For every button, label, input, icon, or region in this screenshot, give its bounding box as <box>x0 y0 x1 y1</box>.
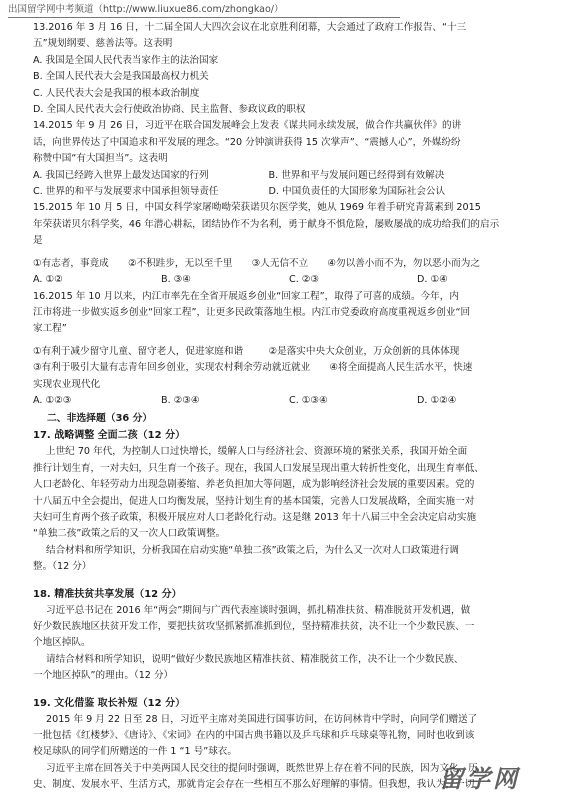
q16-item-1: ①有利于减少留守儿童、留守老人，促进家庭和谐 <box>33 345 244 357</box>
q19-para-line1: 2015 年 9 月 22 日至 28 日，习近平主席对美国进行国事访问，在访问林肯中学时，向同学们赠送了 <box>46 713 478 725</box>
q16-option-b: B. ②③④ <box>161 394 200 406</box>
q17-para-line6: “单独二孩”政策之后的又一次人口政策调整。 <box>33 528 226 540</box>
q15-stem-line3: 是 <box>33 235 43 247</box>
q16-options <box>33 393 545 409</box>
q14-options-row2 <box>33 184 545 200</box>
q19-para-line2: 一批包括《红楼梦》、《唐诗》、《宋词》在内的中国古典书籍以及乒乓球和乒乓球桌等礼物，同时也收到该 <box>33 730 475 742</box>
exam-page <box>33 20 545 794</box>
q18-question-line1: 请结合材料和所学知识，说明“做好少数民族地区精准扶贫、精准脱贫工作，决不让一个少数民族、 <box>46 653 464 665</box>
q19-para-line3: 校足球队的同学们所赠送的一件 1 “1 号”球衣。 <box>33 746 237 758</box>
q15-items: ①有志者，事竟成 ②不积跬步，无以至千里 ③人无信不立 ④勿以善小而不为，勿以恶小而为之 <box>33 257 480 269</box>
q17-question-line2: 整。（12 分） <box>33 561 92 573</box>
q14-option-d: D. 中国负责任的大国形象为国际社会公认 <box>268 186 446 198</box>
q16-stem-line2: 江市将进一步做实返乡创业“回家工程”，让更多民政策落地生根。内江市党委政府高度重视返乡创业“回 <box>33 306 471 318</box>
site-watermark-logo: 留学网 <box>439 765 520 793</box>
q14-stem-line1: 14.2015 年 9 月 26 日，习近平在联合国发展峰会上发表《谋共同永续发展，做合作共赢伙伴》的讲 <box>33 120 462 132</box>
q17-para-line2: 推行计划生育，一对夫妇，只生育一个孩子。现在，我国人口发展呈现出重大转折性变化，出现生育率低、 <box>33 462 484 474</box>
q17-title: 17. 战略调整 全面二孩（12 分） <box>33 430 186 442</box>
q16-item-4: ④将全面提高人民生活水平，快速 <box>329 362 473 374</box>
q15-option-d: D. ①④ <box>417 274 448 286</box>
q18-title: 18. 精准扶贫共享发展（12 分） <box>33 588 182 600</box>
q13-option-a: A. 我国是全国人民代表当家作主的法治国家 <box>33 54 219 66</box>
q16-item-3: ③有利于吸引大量有志青年回乡创业，实现农村剩余劳动就近就业 <box>33 362 311 374</box>
q17-question-line1: 结合材料和所学知识，分析我国在启动实施“单独二孩”政策之后，为什么又一次对人口政策进行调 <box>46 544 459 556</box>
q18-para-line3: 个地区掉队。 <box>33 637 91 649</box>
q16-stem-line3: 家工程” <box>33 323 67 335</box>
q18-question-line2: 一个地区掉队”的理由。（12 分） <box>33 670 174 682</box>
q14-options-row1 <box>33 168 545 184</box>
q15-stem-line2: 年荣获诺贝尔科学奖，46 年潜心耕耘，团结协作不为名利，勇于献身不惧危险，屡败屡战的成功给我们的启示 <box>33 218 500 230</box>
q17-para-line5: 夫妇可生育两个孩子政策，积极开展应对人口老龄化行动。这是继 2013 年十八届三中全会决定启动实施 <box>33 511 477 523</box>
q15-stem-line1: 15.2015 年 10 月 5 日，中国女科学家屠呦呦荣获诺贝尔医学奖，她从 1969 年着手研究青蒿素到 2015 <box>33 202 481 214</box>
q18-para-line2: 好少数民族地区扶贫开发工作，要把扶贫攻坚抓紧抓准抓到位，坚持精准扶贫，决不让一个少数民族、一 <box>33 621 475 632</box>
q15-option-c: C. ②③ <box>289 274 319 286</box>
q19-para-line4: 习近平主席在回答关于中美两国人民交往的提问时强调，既然世界上存在着不同的民族，因为文化、历 <box>46 762 478 774</box>
q16-item-4-cont: 实现农业现代化 <box>33 378 101 390</box>
q15-option-a: A. ①② <box>33 274 63 286</box>
q13-stem-line2: 五”规划纲要、慈善法等。这表明 <box>33 38 173 50</box>
q16-option-c: C. ①③④ <box>289 394 328 406</box>
q15-options <box>33 272 545 288</box>
q16-stem-line1: 16.2015 年 10 月以来，内江市率先在全省开展返乡创业“回家工程”，取得了可喜的成绩。今年，内 <box>33 290 459 302</box>
q19-para-line5: 史、制度、发展水平、生活方式，那就肯定会存在一些相互不那么好理解的事情。但我想，我认为，一切 <box>33 779 475 791</box>
section-heading: 二、非选择题（36 分） <box>47 413 153 425</box>
q18-para-line1: 习近平总书记在 2016 年“两会”期间与广西代表座谈时强调，抓扎精准扶贫、精准脱贫开发机遇，做 <box>46 604 471 616</box>
q14-option-a: A. 我国已经跨入世界上最发达国家的行列 <box>33 169 209 181</box>
q14-option-c: C. 世界的和平与发展要求中国承担领导责任 <box>33 186 219 198</box>
q16-option-a: A. ①②③ <box>33 394 72 406</box>
page-header-source: 出国留学网中考频道（http://www.liuxue86.com/zhongkao/） <box>8 4 400 18</box>
q13-option-d: D. 全国人民代表大会行使政治协商、民主监督、参政议政的职权 <box>33 104 306 116</box>
q17-para-line3: 人口老龄化、年轻劳动力出现急剧萎缩、养老负担加大等问题，成为影响经济社会发展的重要因素。党的 <box>33 479 475 491</box>
q13-option-c: C. 人民代表大会是我国的根本政治制度 <box>33 87 200 99</box>
q14-stem-line3: 称赞中国“有大国担当”。这表明 <box>33 153 168 165</box>
q13-stem-line1: 13.2016 年 3 月 16 日，十二届全国人大四次会议在北京胜利闭幕，大会通过了政府工作报告、“十三 <box>33 22 467 33</box>
q14-option-b: B. 世界和平与发展问题已经得到有效解决 <box>268 169 445 181</box>
q16-items-row1 <box>33 344 545 360</box>
q14-stem-line2: 话，向世界传达了中国追求和平发展的理念。“20 分钟演讲获得 15 次掌声”、“震撼人心”，外媒纷纷 <box>33 136 461 148</box>
q16-option-d: D. ①②④ <box>417 394 457 406</box>
q19-title: 19. 文化借鉴 取长补短（12 分） <box>33 697 186 709</box>
q16-item-2: ②是落实中央大众创业，万众创新的具体体现 <box>268 345 460 357</box>
q17-para-line1: 上世纪 70 年代，为控制人口过快增长，缓解人口与经济社会、资源环境的紧张关系，我国开始全面 <box>46 446 468 458</box>
q15-option-b: B. ③④ <box>161 274 191 286</box>
q16-items-row2 <box>33 360 545 376</box>
q13-option-b: B. 全国人民代表大会是我国最高权力机关 <box>33 71 209 83</box>
q17-para-line4: 十八届五中全会提出，促进人口均衡发展，坚持计划生育的基本国策，完善人口发展战略，全面实施一对 <box>33 495 475 507</box>
